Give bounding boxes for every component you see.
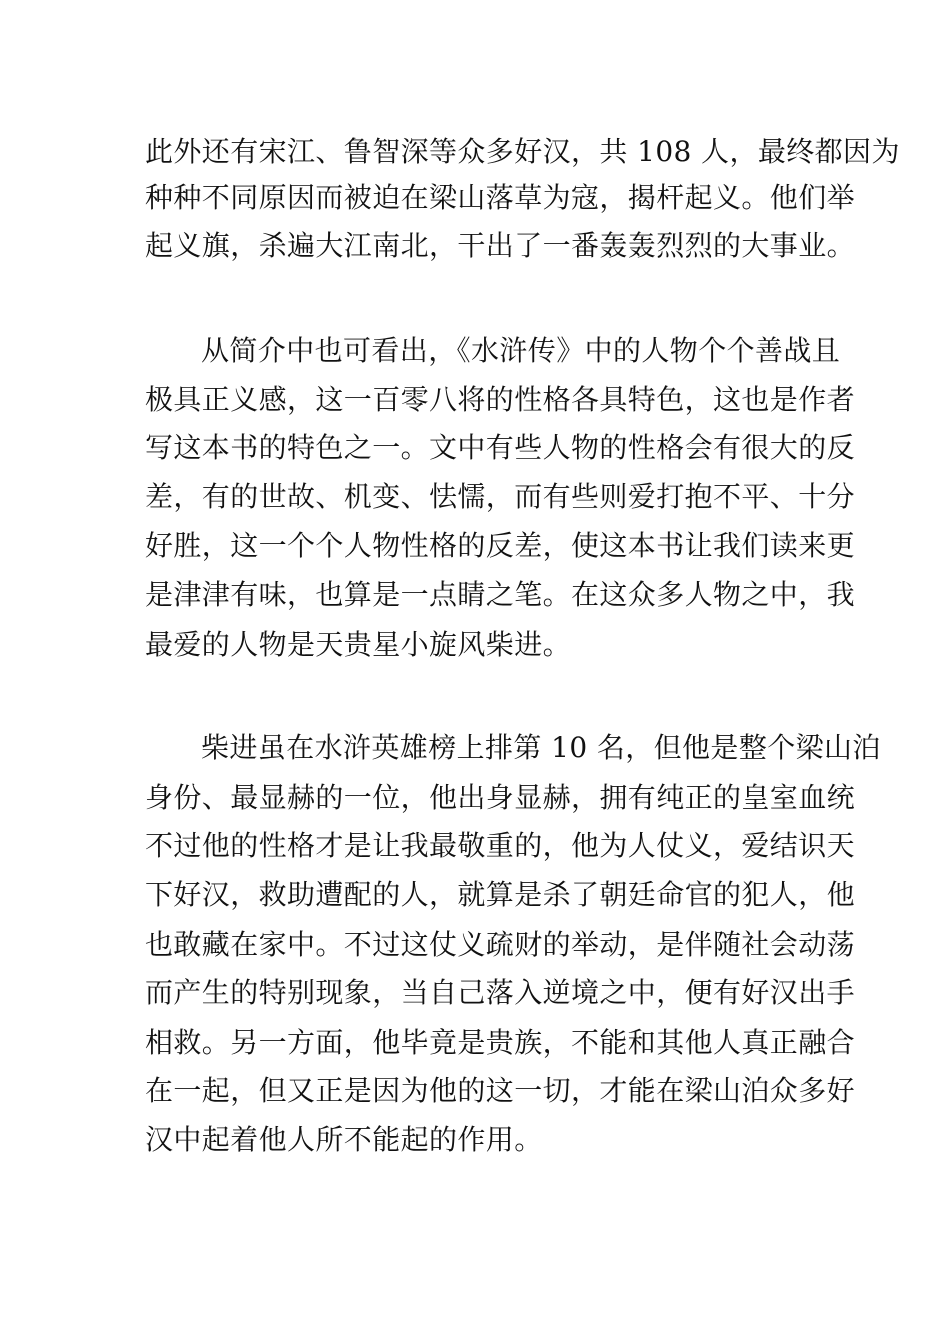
paragraph-3-line-4: 下好汉，救助遭配的人，就算是杀了朝廷命官的犯人，他 — [145, 878, 856, 911]
paragraph-1-line-3: 起义旗，杀遍大江南北，干出了一番轰轰烈烈的大事业。 — [145, 229, 856, 262]
paragraph-1-line-1: 此外还有宋江、鲁智深等众多好汉，共 108 人，最终都因为 — [145, 135, 900, 168]
paragraph-3-line-2: 身份、最显赫的一位，他出身显赫，拥有纯正的皇室血统 — [145, 781, 856, 814]
paragraph-3-line-8: 在一起，但又正是因为他的这一切，才能在梁山泊众多好 — [145, 1074, 856, 1107]
paragraph-2-line-3: 写这本书的特色之一。文中有些人物的性格会有很大的反 — [145, 431, 856, 464]
paragraph-3-line-1: 柴进虽在水浒英雄榜上排第 10 名，但他是整个梁山泊 — [201, 731, 881, 764]
paragraph-3-line-6: 而产生的特别现象，当自己落入逆境之中，便有好汉出手 — [145, 976, 856, 1009]
paragraph-2-line-4: 差，有的世故、机变、怯懦，而有些则爱打抱不平、十分 — [145, 480, 856, 513]
paragraph-3-line-5: 也敢藏在家中。不过这仗义疏财的举动，是伴随社会动荡 — [145, 928, 856, 961]
paragraph-2-line-7: 最爱的人物是天贵星小旋风柴进。 — [145, 628, 572, 661]
paragraph-2-line-6: 是津津有味，也算是一点睛之笔。在这众多人物之中，我 — [145, 578, 856, 611]
paragraph-2-line-2: 极具正义感，这一百零八将的性格各具特色，这也是作者 — [145, 383, 856, 416]
paragraph-2-line-1: 从简介中也可看出，《水浒传》中的人物个个善战且 — [201, 334, 841, 367]
paragraph-3-line-9: 汉中起着他人所不能起的作用。 — [145, 1123, 543, 1156]
paragraph-1-line-2: 种种不同原因而被迫在梁山落草为寇，揭杆起义。他们举 — [145, 181, 856, 214]
paragraph-3-line-3: 不过他的性格才是让我最敬重的，他为人仗义，爱结识天 — [145, 829, 856, 862]
paragraph-2-line-5: 好胜，这一个个人物性格的反差，使这本书让我们读来更 — [145, 529, 856, 562]
paragraph-3-line-7: 相救。另一方面，他毕竟是贵族，不能和其他人真正融合 — [145, 1026, 856, 1059]
